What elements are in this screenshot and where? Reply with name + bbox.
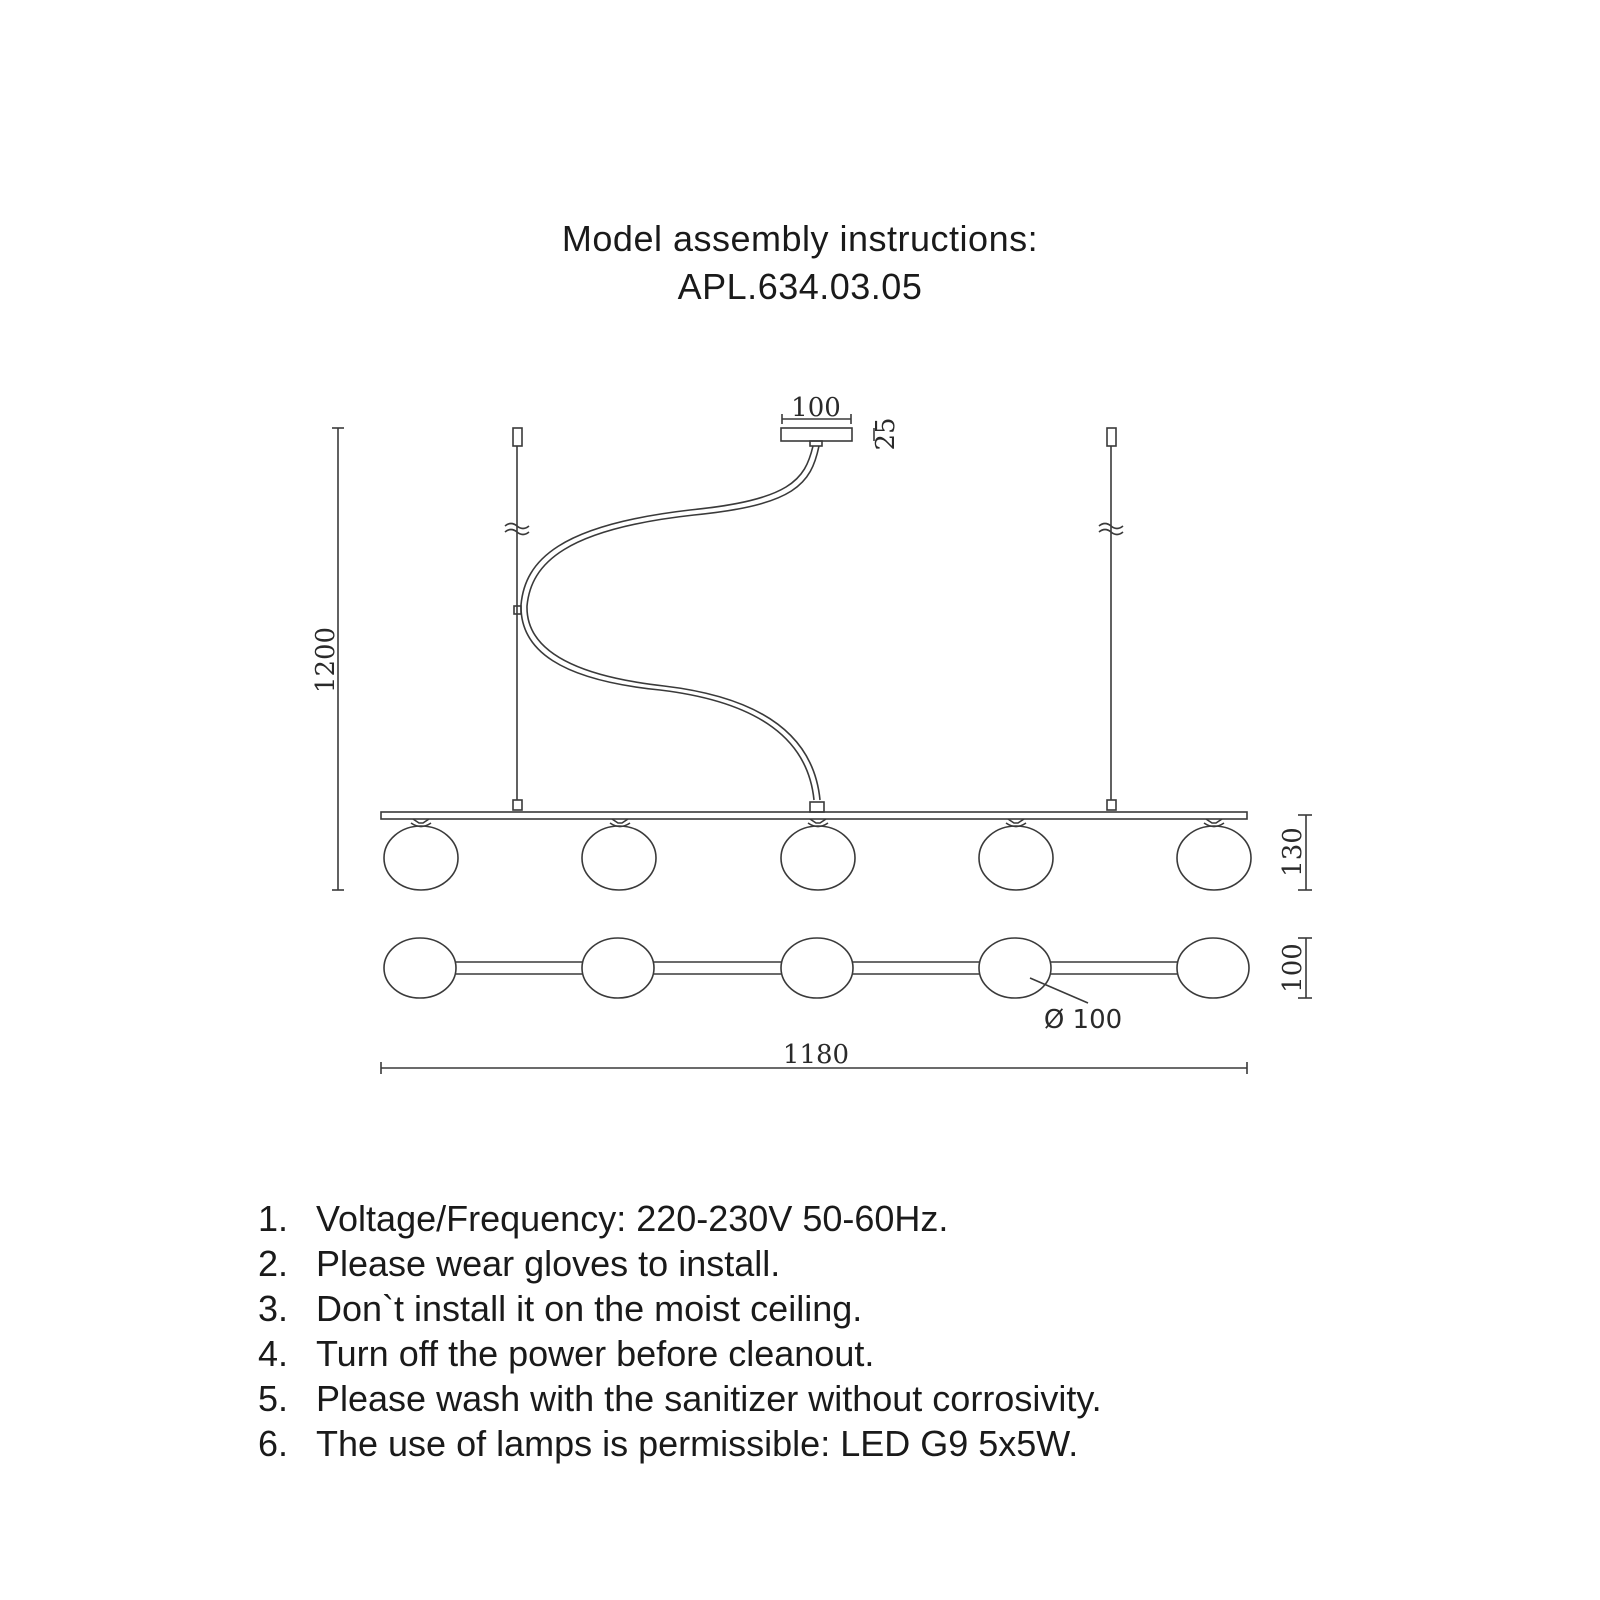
side-shade-2 — [582, 819, 656, 890]
side-shade-3 — [781, 819, 855, 890]
top-view — [384, 938, 1249, 1003]
left-suspension-rod — [505, 428, 529, 810]
instruction-item — [258, 1241, 1102, 1286]
top-shade-3 — [781, 938, 853, 998]
shade-depth-label: 100 — [1278, 943, 1308, 993]
total-height-label: 1200 — [311, 626, 341, 694]
instruction-number: 2. — [258, 1243, 289, 1284]
shade-diameter-label: Ø 100 — [1043, 1005, 1123, 1035]
top-shade-1 — [384, 938, 456, 998]
instruction-number: 1. — [258, 1198, 289, 1239]
right-suspension-rod — [1099, 428, 1123, 810]
side-shade-1 — [384, 819, 458, 890]
power-cable — [521, 446, 824, 812]
instruction-text: Please wash with the sanitizer without corrosivity. — [316, 1378, 1102, 1419]
side-shade-5 — [1177, 819, 1251, 890]
instruction-text: Turn off the power before cleanout. — [316, 1333, 875, 1374]
instruction-item — [258, 1421, 1102, 1466]
instruction-number: 6. — [258, 1423, 289, 1464]
page-title: Model assembly instructions: — [561, 218, 1039, 259]
instruction-item — [258, 1376, 1102, 1421]
instruction-text: Please wear gloves to install. — [316, 1243, 781, 1284]
instruction-item — [258, 1331, 1102, 1376]
instruction-number: 5. — [258, 1378, 289, 1419]
instruction-item — [258, 1196, 1102, 1241]
top-shade-5 — [1177, 938, 1249, 998]
top-shade-2 — [582, 938, 654, 998]
horizontal-bar — [381, 812, 1247, 819]
instructions-list — [258, 1196, 1102, 1466]
instruction-number: 4. — [258, 1333, 289, 1374]
total-length-label: 1180 — [782, 1040, 850, 1070]
model-number: APL.634.03.05 — [677, 266, 923, 307]
instruction-item — [258, 1286, 1102, 1331]
canopy-height-label: 25 — [871, 417, 901, 451]
canopy-width-label: 100 — [791, 393, 841, 423]
instruction-text: Don`t install it on the moist ceiling. — [316, 1288, 863, 1329]
instruction-text: Voltage/Frequency: 220-230V 50-60Hz. — [316, 1198, 949, 1239]
side-view-shades — [384, 819, 1251, 890]
shade-height-label: 130 — [1278, 827, 1308, 877]
side-shade-4 — [979, 819, 1053, 890]
top-shade-4 — [979, 938, 1051, 998]
instruction-number: 3. — [258, 1288, 289, 1329]
instruction-text: The use of lamps is permissible: LED G9 5x5W. — [316, 1423, 1079, 1464]
